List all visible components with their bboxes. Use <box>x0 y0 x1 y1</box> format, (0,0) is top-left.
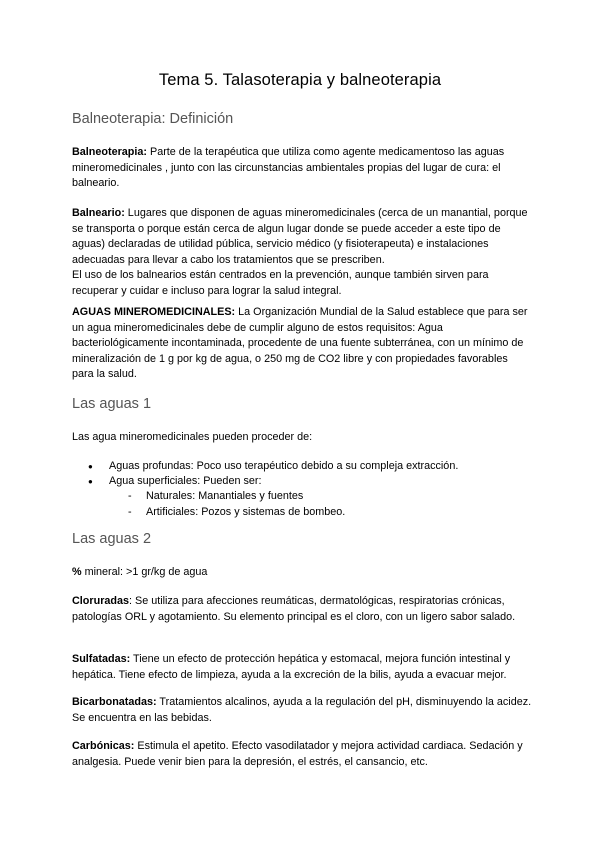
paragraph-balneario <box>72 206 532 300</box>
heading-las-aguas-1: Las aguas 1 <box>72 396 152 412</box>
paragraph-bicarbonatadas <box>72 695 532 726</box>
text-balneoterapia: Parte de la terapéutica que utiliza como agente medicamentoso las aguas mineromedicinales , junto con las circunstancias ambientales propias del lugar de cura: el balneario. <box>72 146 505 190</box>
paragraph-intro-aguas: Las agua mineromedicinales pueden proceder de: <box>72 431 313 443</box>
paragraph-aguas-mineromedicinales <box>72 305 532 383</box>
term-aguas-mineromedicinales: AGUAS MINEROMEDICINALES: <box>72 306 236 318</box>
list-item-text: Agua superficiales: Pueden ser: <box>109 475 262 488</box>
text-sulfatadas: Tiene un efecto de protección hepática y estomacal, mejora función intestinal y hepática. Tiene efecto de limpieza, ayuda a la excreción de la bilis, ayuda a evacuar mejor. <box>72 653 511 681</box>
text-bicarbonatadas: Tratamientos alcalinos, ayuda a la regulación del pH, disminuyendo la acidez. Se encuentra en las bebidas. <box>72 696 532 724</box>
text-balneario-uso: El uso de los balnearios están centrados en la prevención, aunque también sirven para recuperar y cuidar e incluso para lograr la salud integral. <box>72 269 489 297</box>
paragraph-balneoterapia <box>72 145 532 192</box>
text-mineral: mineral: >1 gr/kg de agua <box>81 566 208 578</box>
term-bicarbonatadas: Bicarbonatadas: <box>72 696 157 708</box>
term-sulfatadas: Sulfatadas: <box>72 653 131 665</box>
paragraph-mineral <box>72 565 532 581</box>
sublist-item: - Naturales: Manantiales y fuentes <box>109 489 532 504</box>
paragraph-carbonicas <box>72 739 532 770</box>
text-cloruradas: : Se utiliza para afecciones reumáticas, dermatológicas, respiratorias crónicas, patologías ORL y agotamiento. Su elemento principal es el cloro, con un ligero sabor salado. <box>72 595 516 623</box>
text-balneario: Lugares que disponen de aguas mineromedicinales (cerca de un manantial, porque se transporta o porque están cerca de algun lugar donde se puede acceder a este tipo de aguas) declaradas de utilidad pública, servicio médico (y fisioterapeuta) e instalaciones adecuadas para llevar a cabo los tratamientos que se prescriben. <box>72 207 528 266</box>
heading-las-aguas-2: Las aguas 2 <box>72 531 152 547</box>
text-carbonicas: Estimula el apetito. Efecto vasodilatador y mejora actividad cardiaca. Sedación y analgesia. Puede venir bien para la depresión, el estrés, el cansancio, etc. <box>72 740 523 768</box>
page-title: Tema 5. Talasoterapia y balneoterapia <box>158 71 442 89</box>
term-balneario: Balneario: <box>72 207 125 219</box>
list-item <box>72 474 532 520</box>
paragraph-sulfatadas <box>72 652 532 683</box>
sublist-item: - Artificiales: Pozos y sistemas de bombeo. <box>109 505 532 520</box>
list-origen-aguas <box>72 459 532 520</box>
heading-definicion: Balneoterapia: Definición <box>72 111 234 127</box>
term-mineral: % <box>72 566 82 578</box>
sublist-aguas-superficiales <box>109 489 532 519</box>
term-cloruradas: Cloruradas <box>72 595 129 607</box>
text-aguas-mineromedicinales: La Organización Mundial de la Salud establece que para ser un agua mineromedicinales debe de cumplir alguno de estos requisitos: Agua bacteriológicamente incontaminada, procedente de una fuente subterránea, con un mínimo de mineralización de 1 g por kg de agua, o 250 mg de CO2 libre y con propiedades favorables para la salud. <box>72 306 528 381</box>
term-carbonicas: Carbónicas: <box>72 740 135 752</box>
term-balneoterapia: Balneoterapia: <box>72 146 147 158</box>
list-item: ● Aguas profundas: Poco uso terapéutico debido a su compleja extracción. <box>72 459 532 474</box>
paragraph-cloruradas <box>72 594 532 625</box>
